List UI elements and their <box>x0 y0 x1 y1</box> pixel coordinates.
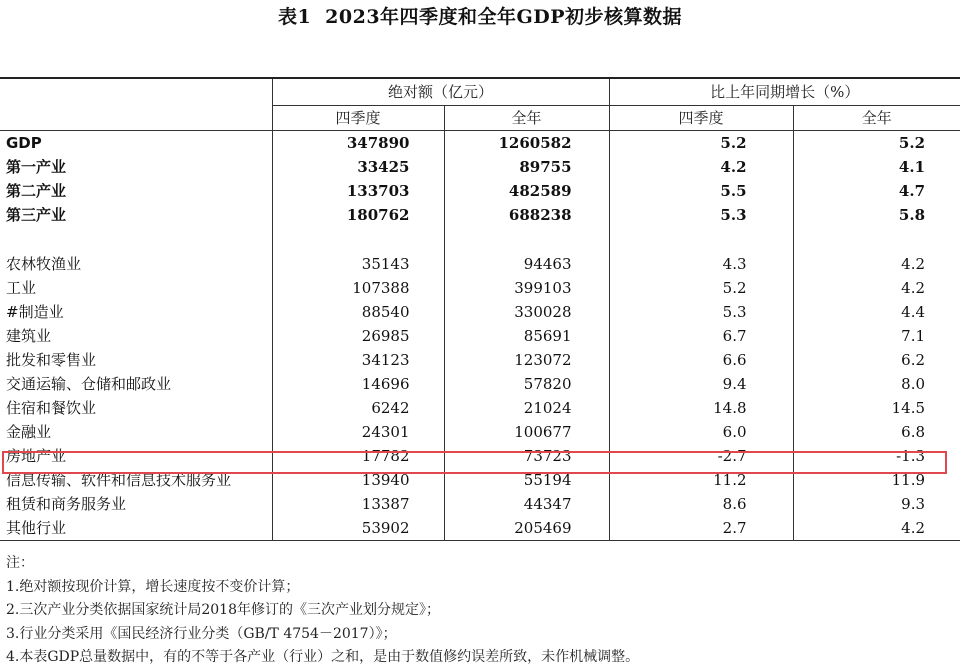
year-absolute-cell: 100677 <box>444 420 609 444</box>
note-4: 4.本表GDP总量数据中，有的不等于各产业（行业）之和，是由于数值修约误差所致，未作机械调整。 <box>6 649 640 665</box>
header-row-group <box>0 78 960 106</box>
q4-absolute-cell: 33425 <box>272 155 444 179</box>
table-title <box>0 2 960 29</box>
table-row <box>0 420 960 444</box>
q4-absolute-cell: 180762 <box>272 203 444 227</box>
table-title-text: 2023年四季度和全年GDP初步核算数据 <box>325 6 683 28</box>
q4-growth-cell: 11.2 <box>609 468 793 492</box>
q4-growth-cell: 9.4 <box>609 372 793 396</box>
table-row <box>0 396 960 420</box>
year-growth-cell: 9.3 <box>793 492 960 516</box>
table-row <box>0 252 960 276</box>
year-absolute-cell: 57820 <box>444 372 609 396</box>
year-growth-cell: 11.9 <box>793 468 960 492</box>
q4-absolute-cell: 17782 <box>272 444 444 468</box>
year-growth-cell: 4.4 <box>793 300 960 324</box>
header-absolute-value: 绝对额（亿元） <box>272 78 609 106</box>
q4-growth-cell: 5.5 <box>609 179 793 203</box>
row-name-cell: 金融业 <box>6 423 52 441</box>
year-growth-cell: 4.2 <box>793 252 960 276</box>
row-name-cell: #制造业 <box>6 303 64 321</box>
year-growth-cell: 8.0 <box>793 372 960 396</box>
spacer-row <box>0 227 960 252</box>
row-name-cell: 工业 <box>6 279 37 297</box>
q4-growth-cell: 4.3 <box>609 252 793 276</box>
year-absolute-cell: 123072 <box>444 348 609 372</box>
q4-growth-cell: 5.3 <box>609 300 793 324</box>
year-absolute-cell: 482589 <box>444 179 609 203</box>
row-name-cell: 信息传输、软件和信息技术服务业 <box>6 471 232 489</box>
table-row <box>0 179 960 203</box>
year-growth-cell: 4.7 <box>793 179 960 203</box>
q4-absolute-cell: 107388 <box>272 276 444 300</box>
year-growth-cell: 5.2 <box>793 131 960 156</box>
q4-growth-cell: 8.6 <box>609 492 793 516</box>
q4-absolute-cell: 24301 <box>272 420 444 444</box>
row-name-cell: 第三产业 <box>6 206 67 224</box>
q4-absolute-cell: 34123 <box>272 348 444 372</box>
q4-growth-cell: 6.7 <box>609 324 793 348</box>
year-growth-cell: 4.1 <box>793 155 960 179</box>
table-row <box>0 324 960 348</box>
year-growth-cell: 4.2 <box>793 276 960 300</box>
year-absolute-cell: 399103 <box>444 276 609 300</box>
row-name-cell: 第二产业 <box>6 182 67 200</box>
note-3: 3.行业分类采用《国民经济行业分类（GB/T 4754－2017）》； <box>6 625 397 642</box>
year-absolute-cell: 73723 <box>444 444 609 468</box>
table-row <box>0 444 960 468</box>
q4-absolute-cell: 13940 <box>272 468 444 492</box>
q4-growth-cell: 6.0 <box>609 420 793 444</box>
row-name-cell: 批发和零售业 <box>6 351 97 369</box>
table-row <box>0 300 960 324</box>
table-row <box>0 203 960 227</box>
q4-absolute-cell: 6242 <box>272 396 444 420</box>
year-absolute-cell: 44347 <box>444 492 609 516</box>
table-row <box>0 131 960 156</box>
header-year-growth: 全年 <box>793 106 960 131</box>
row-name-cell: 其他行业 <box>0 516 272 541</box>
q4-absolute-cell: 26985 <box>272 324 444 348</box>
q4-growth-cell: 14.8 <box>609 396 793 420</box>
header-year-absolute: 全年 <box>444 106 609 131</box>
q4-growth-cell: 2.7 <box>609 516 793 541</box>
year-growth-cell: 6.8 <box>793 420 960 444</box>
year-growth-cell: 6.2 <box>793 348 960 372</box>
header-growth-rate: 比上年同期增长（%） <box>609 78 960 106</box>
q4-absolute-cell: 14696 <box>272 372 444 396</box>
row-name-cell: 交通运输、仓储和邮政业 <box>6 375 172 393</box>
row-name-cell: 租赁和商务服务业 <box>6 495 127 513</box>
table-row <box>0 155 960 179</box>
table-row <box>0 348 960 372</box>
gdp-table <box>0 77 960 541</box>
table-row <box>0 372 960 396</box>
year-absolute-cell: 205469 <box>444 516 609 541</box>
note-1: 1.绝对额按现价计算，增长速度按不变价计算； <box>6 578 300 595</box>
q4-absolute-cell: 13387 <box>272 492 444 516</box>
q4-absolute-cell: 53902 <box>272 516 444 541</box>
year-absolute-cell: 1260582 <box>444 131 609 156</box>
q4-growth-cell: 6.6 <box>609 348 793 372</box>
table-number: 表1 <box>277 6 312 28</box>
header-blank-cell <box>0 78 272 106</box>
row-name-cell: 农林牧渔业 <box>6 255 82 273</box>
header-row-sub <box>0 106 960 131</box>
row-name-cell: 建筑业 <box>6 327 52 345</box>
q4-growth-cell: -2.7 <box>609 444 793 468</box>
row-name-cell: GDP <box>6 134 42 152</box>
header-q4-absolute: 四季度 <box>272 106 444 131</box>
year-growth-cell: 14.5 <box>793 396 960 420</box>
header-q4-growth: 四季度 <box>609 106 793 131</box>
q4-growth-cell: 5.2 <box>609 276 793 300</box>
q4-absolute-cell: 88540 <box>272 300 444 324</box>
table-notes <box>6 552 956 670</box>
q4-growth-cell: 5.3 <box>609 203 793 227</box>
q4-absolute-cell: 347890 <box>272 131 444 156</box>
q4-growth-cell: 5.2 <box>609 131 793 156</box>
row-name-cell: 住宿和餐饮业 <box>6 399 97 417</box>
year-growth-cell: -1.3 <box>793 444 960 468</box>
year-growth-cell: 7.1 <box>793 324 960 348</box>
year-absolute-cell: 94463 <box>444 252 609 276</box>
year-absolute-cell: 55194 <box>444 468 609 492</box>
year-absolute-cell: 89755 <box>444 155 609 179</box>
year-absolute-cell: 21024 <box>444 396 609 420</box>
year-absolute-cell: 688238 <box>444 203 609 227</box>
row-name-cell: 第一产业 <box>6 158 67 176</box>
table-row <box>0 276 960 300</box>
table-row <box>0 516 960 541</box>
header-blank-cell <box>0 106 272 131</box>
year-absolute-cell: 85691 <box>444 324 609 348</box>
year-growth-cell: 4.2 <box>793 516 960 541</box>
note-2: 2.三次产业分类依据国家统计局2018年修订的《三次产业划分规定》； <box>6 602 440 618</box>
year-absolute-cell: 330028 <box>444 300 609 324</box>
table-row <box>0 468 960 492</box>
q4-absolute-cell: 133703 <box>272 179 444 203</box>
year-growth-cell: 5.8 <box>793 203 960 227</box>
notes-heading: 注： <box>6 555 34 571</box>
row-name-cell: 房地产业 <box>6 447 67 465</box>
q4-growth-cell: 4.2 <box>609 155 793 179</box>
table-row <box>0 492 960 516</box>
q4-absolute-cell: 35143 <box>272 252 444 276</box>
